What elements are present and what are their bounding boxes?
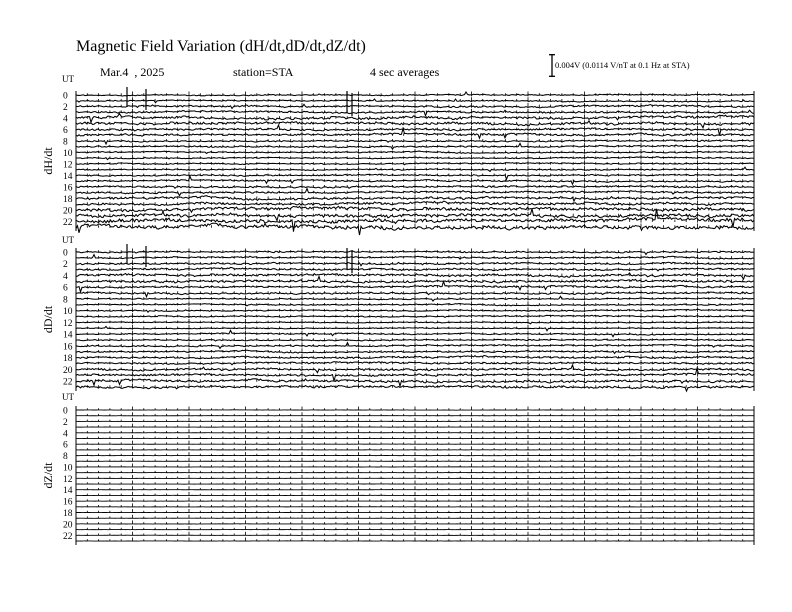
hour-label-1-4: 4 — [63, 271, 68, 282]
axis-label-ut-2: UT — [62, 392, 74, 402]
y-axis-label-2: dZ/dt — [41, 462, 55, 489]
hour-label-0-4: 4 — [63, 114, 68, 125]
station-label: station=STA — [233, 65, 294, 79]
hour-label-1-12: 12 — [63, 318, 73, 329]
hour-label-1-0: 0 — [63, 248, 68, 259]
hour-label-1-22: 22 — [63, 377, 73, 388]
hour-label-0-16: 16 — [63, 183, 73, 194]
hour-label-0-18: 18 — [63, 194, 73, 205]
hour-label-2-16: 16 — [63, 497, 73, 508]
hour-label-2-18: 18 — [63, 509, 73, 520]
hour-label-1-14: 14 — [63, 330, 73, 341]
hour-label-0-22: 22 — [63, 217, 73, 228]
date-label: Mar.4 , 2025 — [100, 65, 165, 79]
hour-label-1-20: 20 — [63, 365, 73, 376]
hour-label-2-22: 22 — [63, 531, 73, 542]
hour-label-1-6: 6 — [63, 283, 68, 294]
hour-label-2-10: 10 — [63, 463, 73, 474]
hour-label-1-18: 18 — [63, 354, 73, 365]
hour-label-0-0: 0 — [63, 91, 68, 102]
hour-label-2-12: 12 — [63, 474, 73, 485]
hour-label-1-10: 10 — [63, 307, 73, 318]
axis-label-ut-1: UT — [62, 235, 74, 245]
y-axis-label-1: dD/dt — [41, 305, 55, 334]
hour-label-0-2: 2 — [63, 102, 68, 113]
chart-title: Magnetic Field Variation (dH/dt,dD/dt,dZ/dt) — [76, 38, 366, 55]
hour-label-2-0: 0 — [63, 406, 68, 417]
hour-label-2-20: 20 — [63, 520, 73, 531]
hour-label-2-14: 14 — [63, 486, 73, 497]
hour-label-2-4: 4 — [63, 429, 68, 440]
scale-note: 0.004V (0.0114 V/nT at 0.1 Hz at STA) — [555, 60, 690, 70]
hour-label-0-12: 12 — [63, 160, 73, 171]
hour-label-2-2: 2 — [63, 417, 68, 428]
hour-label-1-16: 16 — [63, 342, 73, 353]
hour-label-0-6: 6 — [63, 125, 68, 136]
hour-label-1-2: 2 — [63, 260, 68, 271]
axis-label-ut-0: UT — [62, 74, 74, 84]
hour-label-2-6: 6 — [63, 440, 68, 451]
hour-label-0-20: 20 — [63, 206, 73, 217]
hour-label-0-8: 8 — [63, 137, 68, 148]
averaging-label: 4 sec averages — [370, 65, 440, 79]
hour-label-0-10: 10 — [63, 148, 73, 159]
hour-label-1-8: 8 — [63, 295, 68, 306]
y-axis-label-0: dH/dt — [41, 147, 55, 175]
hour-label-2-8: 8 — [63, 452, 68, 463]
hour-label-0-14: 14 — [63, 171, 73, 182]
